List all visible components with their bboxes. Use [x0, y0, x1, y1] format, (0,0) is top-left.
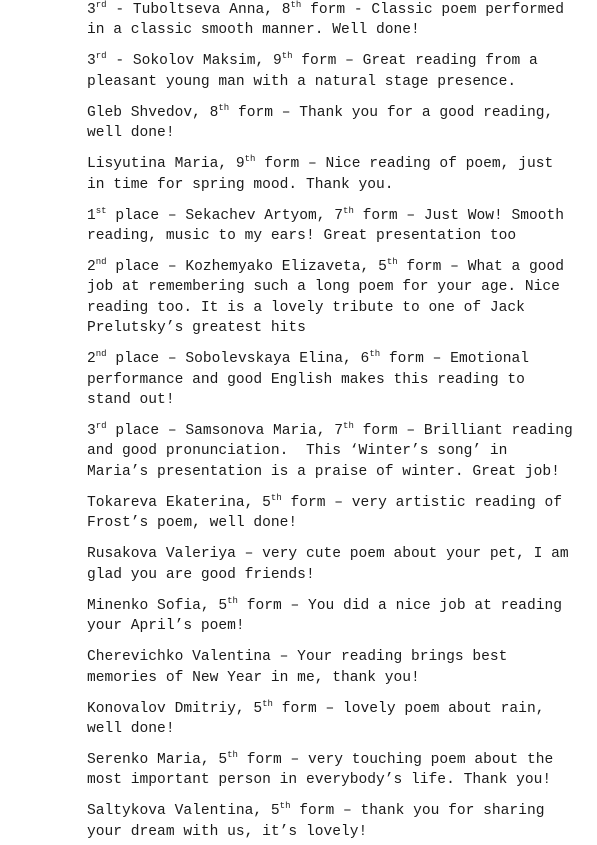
ordinal-suffix: th	[343, 421, 354, 432]
entry-text: - Tuboltseva Anna, 8	[106, 2, 291, 18]
entry-text: form – Great reading from a pleasant young man with a natural stage presence.	[87, 53, 538, 90]
entry-text: - Sokolov Maksim, 9	[106, 53, 282, 70]
entry-paragraph	[87, 544, 592, 585]
entry-text: form – lovely poem about rain, well done!	[87, 700, 545, 737]
ordinal-suffix: nd	[95, 349, 107, 360]
entry-text: Cherevichko Valentina – Your reading brings best memories of New Year in me, thank you!	[87, 649, 508, 686]
entry-text: Konovalov Dmitriy, 5	[87, 700, 263, 717]
entry-text: Rusakova Valeriya – very cute poem about your pet, I am glad you are good friends!	[87, 546, 569, 583]
entry-paragraph	[87, 801, 592, 842]
entry-text: form - Classic poem performed in a classic smooth manner. Well done!	[87, 2, 565, 39]
entry-text: Tokareva Ekaterina, 5	[87, 494, 271, 511]
ordinal-suffix: th	[290, 0, 302, 10]
entry-text: Minenko Sofia, 5	[87, 597, 228, 614]
entry-text: form – Brilliant reading and good pronunciation. This ‘Winter’s song’ in Maria’s presentation is a praise of winter. Great job!	[87, 423, 573, 480]
entry-text: Lisyutina Maria, 9	[87, 156, 245, 173]
ordinal-suffix: st	[95, 205, 107, 216]
ordinal-suffix: th	[281, 51, 293, 62]
ordinal-suffix: th	[218, 102, 230, 113]
entry-paragraph	[87, 493, 592, 534]
entry-paragraph	[87, 0, 592, 41]
entry-text: 2	[87, 351, 96, 368]
ordinal-suffix: rd	[95, 421, 107, 432]
entry-text: form – You did a nice job at reading your April’s poem!	[87, 597, 562, 635]
ordinal-suffix: th	[227, 749, 238, 760]
entry-text: 1	[87, 207, 96, 224]
entry-paragraph	[87, 647, 592, 688]
entry-paragraph	[87, 750, 592, 791]
ordinal-suffix: rd	[95, 0, 107, 10]
ordinal-suffix: rd	[95, 51, 107, 62]
entry-text: form – Just Wow! Smooth reading, music to my ears! Great presentation too	[87, 207, 565, 245]
entry-text: form – Nice reading of poem, just in time for spring mood. Thank you.	[87, 156, 554, 193]
ordinal-suffix: nd	[95, 257, 107, 268]
entry-paragraph	[87, 596, 592, 637]
entry-paragraph	[87, 257, 592, 339]
entry-text: form – Emotional performance and good English makes this reading to stand out!	[87, 351, 530, 409]
entry-text: 2	[87, 259, 96, 276]
ordinal-suffix: th	[262, 698, 273, 709]
entry-text: form – thank you for sharing your dream with us, it’s lovely!	[87, 803, 545, 840]
entry-paragraph	[87, 206, 592, 247]
entry-text: place – Sobolevskaya Elina, 6	[106, 351, 370, 368]
entry-paragraph	[87, 349, 592, 410]
entry-text: form – What a good job at remembering such a long poem for your age. Nice reading too. It is a lovely tribute to one of Jack Prelutsky’s greatest hits	[87, 259, 565, 337]
entry-text: Serenko Maria, 5	[87, 751, 228, 768]
entry-text: Gleb Shvedov, 8	[87, 104, 219, 121]
entry-paragraph	[87, 154, 592, 195]
entry-paragraph	[87, 699, 592, 740]
entry-text: 3	[87, 53, 96, 70]
entry-paragraph	[87, 51, 592, 92]
ordinal-suffix: th	[279, 801, 291, 812]
entry-text: form – very artistic reading of Frost’s poem, well done!	[87, 494, 562, 532]
entry-text: place – Sekachev Artyom, 7	[106, 207, 344, 224]
entry-text: 3	[87, 423, 96, 440]
ordinal-suffix: th	[343, 205, 354, 216]
document-body	[87, 0, 592, 842]
entry-text: place – Kozhemyako Elizaveta, 5	[106, 259, 387, 276]
ordinal-suffix: th	[227, 595, 238, 606]
ordinal-suffix: th	[369, 349, 381, 360]
entry-text: form – very touching poem about the most important person in everybody’s life. Thank you!	[87, 751, 554, 789]
ordinal-suffix: th	[386, 257, 398, 268]
entry-paragraph	[87, 103, 592, 144]
entry-text: 3	[87, 2, 96, 18]
entry-paragraph	[87, 421, 592, 482]
ordinal-suffix: th	[270, 492, 282, 503]
ordinal-suffix: th	[244, 154, 256, 165]
entry-text: form – Thank you for a good reading, well done!	[87, 104, 554, 142]
entry-text: Saltykova Valentina, 5	[87, 803, 280, 820]
entry-text: place – Samsonova Maria, 7	[106, 423, 344, 440]
